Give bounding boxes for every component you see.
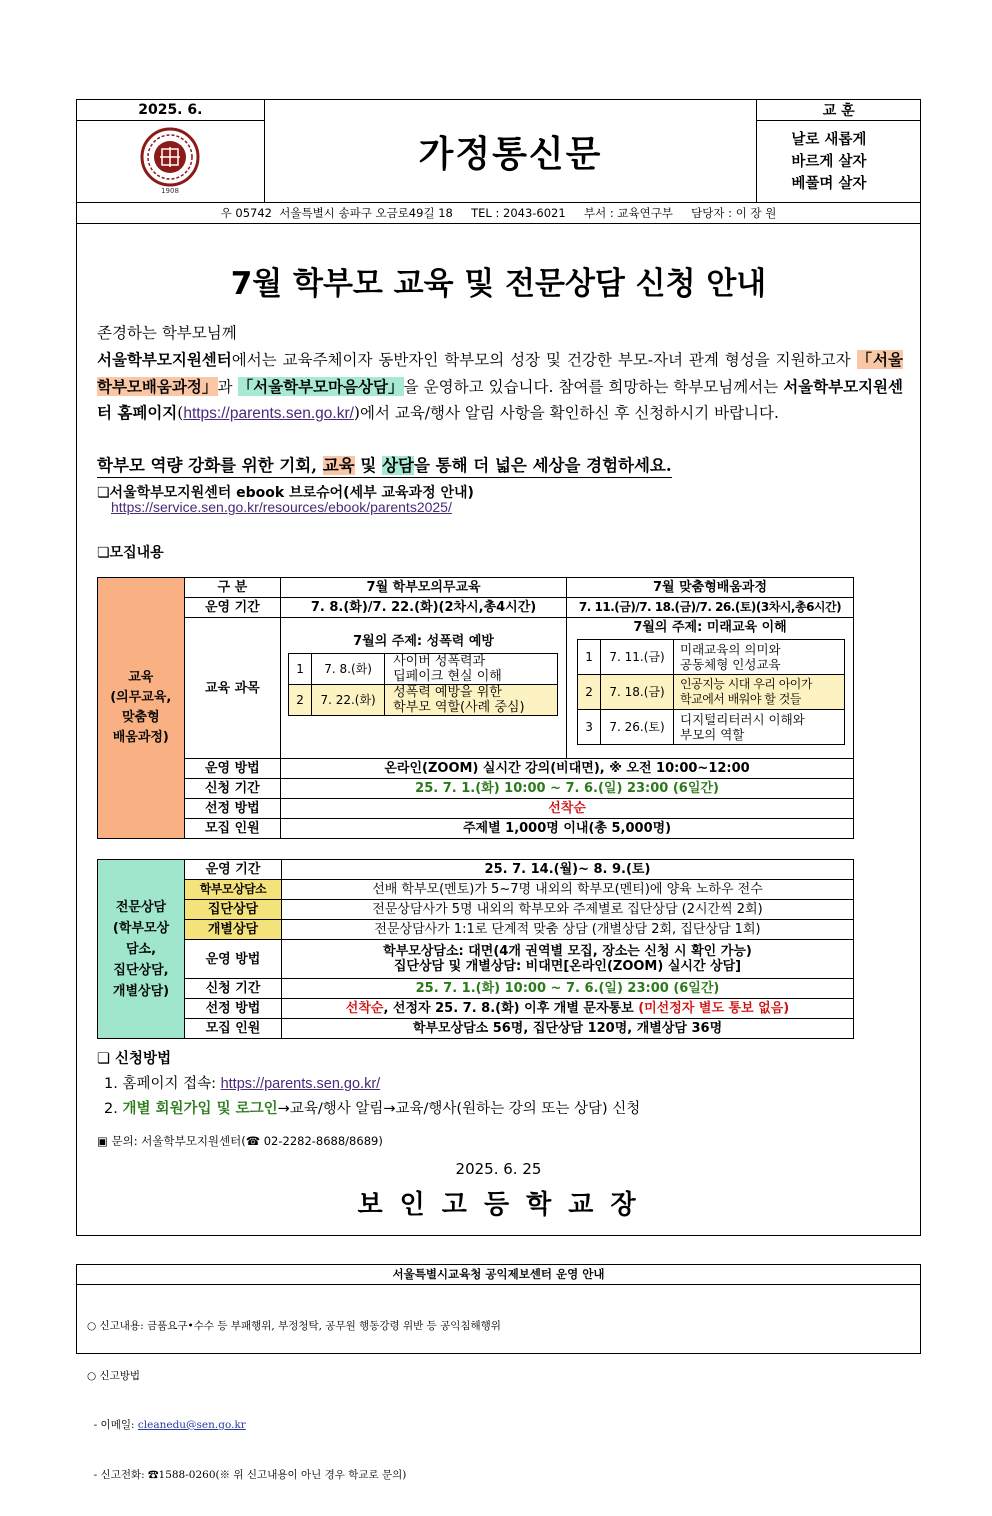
course-title: 성폭력 예방을 위한 학부모 역할(사례 중심) bbox=[385, 685, 558, 716]
slogan-word-education: 교육 bbox=[322, 456, 355, 475]
method-value: 온라인(ZOOM) 실시간 강의(비대면), ※ 오전 10:00~12:00 bbox=[281, 759, 854, 779]
address-line: 우 05742 서울특별시 송파구 오금로49길 18 TEL : 2043-6021 부서 : 교육연구부 담당자 : 이 장 원 bbox=[77, 203, 921, 224]
education-table bbox=[97, 577, 854, 839]
col-label: 구 분 bbox=[184, 578, 281, 598]
contact-line: ▣ 문의: 서울학부모지원센터(☎ 02-2282-8688/8689) bbox=[97, 1134, 383, 1148]
course-no: 2 bbox=[289, 685, 312, 716]
counsel-category: 전문상담 (학부모상 담소, 집단상담, 개별상담) bbox=[98, 860, 185, 1039]
method-label: 운영 방법 bbox=[184, 759, 281, 779]
count-value: 주제별 1,000명 이내(총 5,000명) bbox=[281, 819, 854, 839]
homepage-label: 서울학부모지원센터 홈페이지 bbox=[97, 376, 903, 422]
type1-label: 학부모상담소 bbox=[185, 880, 282, 900]
type3-value: 전문상담사가 1:1로 단계적 맞춤 상담 (개별상담 2회, 집단상담 1회) bbox=[282, 920, 854, 940]
slogan-text-1: 학부모 역량 강화를 위한 기회, bbox=[97, 456, 323, 475]
recruit-heading: ❏모집내용 bbox=[97, 545, 164, 561]
intro-text-2: 과 bbox=[217, 377, 238, 396]
course-label: 교육 과목 bbox=[184, 618, 281, 759]
course-custom-cell bbox=[567, 618, 854, 759]
footer-email-label: - 이메일: bbox=[87, 1419, 138, 1431]
counsel-method-2: 집단상담 및 개별상담: 비대면[온라인(ZOOM) 실시간 상담] bbox=[393, 959, 742, 974]
course-title: 디지털리터러시 이해와 부모의 역할 bbox=[674, 710, 845, 745]
footer-line-1: ○ 신고내용: 금품요구•수수 등 부패행위, 부정청탁, 공무원 행동강령 위반 등 공익침해행위 bbox=[87, 1320, 501, 1332]
main-title: 7월 학부모 교육 및 전문상담 신청 안내 bbox=[230, 266, 767, 302]
course-row bbox=[578, 710, 845, 745]
type3-label: 개별상담 bbox=[185, 920, 282, 940]
step2-green: 개별 회원가입 및 로그인 bbox=[122, 1101, 278, 1117]
step1-link[interactable]: https://parents.sen.go.kr/ bbox=[220, 1076, 381, 1092]
program-1: 「서울학부모배움과정」 bbox=[97, 350, 903, 396]
apply-step-2 bbox=[104, 1097, 640, 1118]
theme-custom: 7월의 주제: 미래교육 이해 bbox=[633, 620, 787, 635]
footer-line-4: - 신고전화: ☎1588-0260(※ 위 신고내용이 아닌 경우 학교로 문의) bbox=[87, 1468, 407, 1481]
sign-date: 2025. 6. 25 bbox=[455, 1160, 542, 1178]
course-date: 7. 26.(토) bbox=[601, 710, 674, 745]
counsel-select-label: 선정 방법 bbox=[185, 999, 282, 1019]
slogan-text-3: 을 통해 더 넓은 세상을 경험하세요. bbox=[413, 456, 672, 475]
course-title: 인공지능 시대 우리 아이가 학교에서 배워야 할 것들 bbox=[674, 675, 845, 710]
counsel-method-label: 운영 방법 bbox=[185, 940, 282, 979]
footer-title: 서울특별시교육청 공익제보센터 운영 안내 bbox=[77, 1265, 920, 1285]
homepage-link[interactable]: https://parents.sen.go.kr/ bbox=[183, 405, 354, 422]
motto-lines bbox=[757, 121, 921, 203]
counsel-method bbox=[282, 940, 854, 979]
apply-step-1 bbox=[104, 1072, 380, 1093]
period-mandatory: 7. 8.(화)/7. 22.(화)(2차시,총4시간) bbox=[281, 598, 567, 618]
intro-text-3: 을 운영하고 있습니다. 참여를 희망하는 학부모님께서는 bbox=[403, 377, 784, 396]
course-list-custom bbox=[577, 639, 845, 745]
select-label: 선정 방법 bbox=[184, 799, 281, 819]
school-emblem-icon bbox=[135, 125, 205, 195]
counsel-select-c: (미선정자 별도 통보 없음) bbox=[638, 1001, 790, 1016]
count-label: 모집 인원 bbox=[184, 819, 281, 839]
course-row bbox=[578, 640, 845, 675]
course-title: 미래교육의 의미와 공동체형 인성교육 bbox=[674, 640, 845, 675]
ebook-link[interactable]: https://service.sen.go.kr/resources/ebook/parents2025/ bbox=[111, 499, 452, 515]
period-custom: 7. 11.(금)/7. 18.(금)/7. 26.(토)(3차시,총6시간) bbox=[567, 598, 854, 618]
counsel-method-1: 학부모상담소: 대면(4개 권역별 모집, 장소는 신청 시 확인 가능) bbox=[383, 944, 752, 959]
school-logo-cell bbox=[77, 121, 265, 203]
col-custom: 7월 맞춤형배움과정 bbox=[567, 578, 854, 598]
step2-rest: →교육/행사 알림→교육/행사(원하는 강의 또는 상담) 신청 bbox=[277, 1101, 641, 1117]
course-row bbox=[289, 654, 558, 685]
education-category: 교육 (의무교육, 맞춤형 배움과정) bbox=[98, 578, 185, 839]
theme-mandatory: 7월의 주제: 성폭력 예방 bbox=[353, 634, 494, 649]
header-title: 가정통신문 bbox=[264, 100, 757, 203]
course-no: 1 bbox=[289, 654, 312, 685]
slogan-word-counsel: 상담 bbox=[382, 456, 414, 475]
select-value: 선착순 bbox=[281, 799, 854, 819]
counsel-count-label: 모집 인원 bbox=[185, 1019, 282, 1039]
header-table bbox=[76, 99, 921, 224]
logo-year: 1908 bbox=[161, 186, 180, 195]
counsel-table bbox=[97, 859, 854, 1039]
col-mandatory: 7월 학부모의무교육 bbox=[281, 578, 567, 598]
motto-line-1: 날로 새롭게 bbox=[791, 131, 867, 148]
course-no: 1 bbox=[578, 640, 601, 675]
type2-label: 집단상담 bbox=[185, 900, 282, 920]
course-mandatory-cell bbox=[281, 618, 567, 759]
footer-line-2: ○ 신고방법 bbox=[87, 1369, 141, 1382]
course-row bbox=[289, 685, 558, 716]
apply-heading: ❏ 신청방법 bbox=[97, 1051, 172, 1067]
paren-open: ( bbox=[177, 404, 184, 422]
slogan bbox=[97, 452, 672, 478]
counsel-select-b: , 선정자 25. 7. 8.(화) 이후 개별 문자통보 bbox=[383, 1001, 639, 1016]
footer-body bbox=[77, 1285, 920, 1516]
course-no: 2 bbox=[578, 675, 601, 710]
greeting: 존경하는 학부모님께 bbox=[97, 324, 237, 342]
intro-text-1: 에서는 교육주체이자 동반자인 학부모의 성장 및 건강한 부모-자녀 관계 형성을 지원하고자 bbox=[231, 351, 857, 369]
footer-email-link[interactable]: cleanedu@sen.go.kr bbox=[137, 1419, 246, 1431]
motto-line-2: 바르게 살자 bbox=[791, 153, 867, 170]
apply-label: 신청 기간 bbox=[184, 779, 281, 799]
counsel-period: 25. 7. 14.(월)~ 8. 9.(토) bbox=[282, 860, 854, 880]
footer-line-3 bbox=[87, 1417, 920, 1434]
motto-line-3: 베풀며 살자 bbox=[791, 175, 867, 192]
intro-text-4: )에서 교육/행사 알림 사항을 확인하신 후 신청하시기 바랍니다. bbox=[353, 404, 779, 422]
counsel-apply-label: 신청 기간 bbox=[185, 979, 282, 999]
counsel-select bbox=[282, 999, 854, 1019]
course-list-mandatory bbox=[288, 653, 558, 716]
course-date: 7. 8.(화) bbox=[312, 654, 385, 685]
program-2: 「서울학부모마음상담」 bbox=[237, 376, 404, 396]
course-no: 3 bbox=[578, 710, 601, 745]
center-name: 서울학부모지원센터 bbox=[97, 350, 232, 369]
course-row bbox=[578, 675, 845, 710]
course-title: 사이버 성폭력과 딥페이크 현실 이해 bbox=[385, 654, 558, 685]
step1-prefix: 1. 홈페이지 접속: bbox=[104, 1076, 221, 1092]
counsel-select-a: 선착순 bbox=[345, 1001, 384, 1016]
step2-prefix: 2. bbox=[104, 1101, 123, 1117]
principal-sign: 보 인 고 등 학 교 장 bbox=[357, 1190, 640, 1220]
type2-value: 전문상담사가 5명 내외의 학부모와 주제별로 집단상담 (2시간씩 2회) bbox=[282, 900, 854, 920]
course-date: 7. 22.(화) bbox=[312, 685, 385, 716]
motto-label: 교 훈 bbox=[757, 100, 921, 121]
course-date: 7. 18.(금) bbox=[601, 675, 674, 710]
counsel-apply: 25. 7. 1.(화) 10:00 ~ 7. 6.(일) 23:00 (6일간) bbox=[282, 979, 854, 999]
counsel-count: 학부모상담소 56명, 집단상담 120명, 개별상담 36명 bbox=[282, 1019, 854, 1039]
ebook-label: ❏서울학부모지원센터 ebook 브로슈어(세부 교육과정 안내) bbox=[97, 485, 474, 501]
footer-box bbox=[76, 1264, 921, 1481]
counsel-period-label: 운영 기간 bbox=[185, 860, 282, 880]
type1-value: 선배 학부모(멘토)가 5~7명 내외의 학부모(멘티)에 양육 노하우 전수 bbox=[282, 880, 854, 900]
intro-paragraph bbox=[97, 347, 903, 427]
period-label: 운영 기간 bbox=[184, 598, 281, 618]
course-date: 7. 11.(금) bbox=[601, 640, 674, 675]
slogan-text-2: 및 bbox=[354, 456, 383, 475]
apply-value: 25. 7. 1.(화) 10:00 ~ 7. 6.(일) 23:00 (6일간) bbox=[281, 779, 854, 799]
header-date: 2025. 6. bbox=[77, 100, 265, 121]
